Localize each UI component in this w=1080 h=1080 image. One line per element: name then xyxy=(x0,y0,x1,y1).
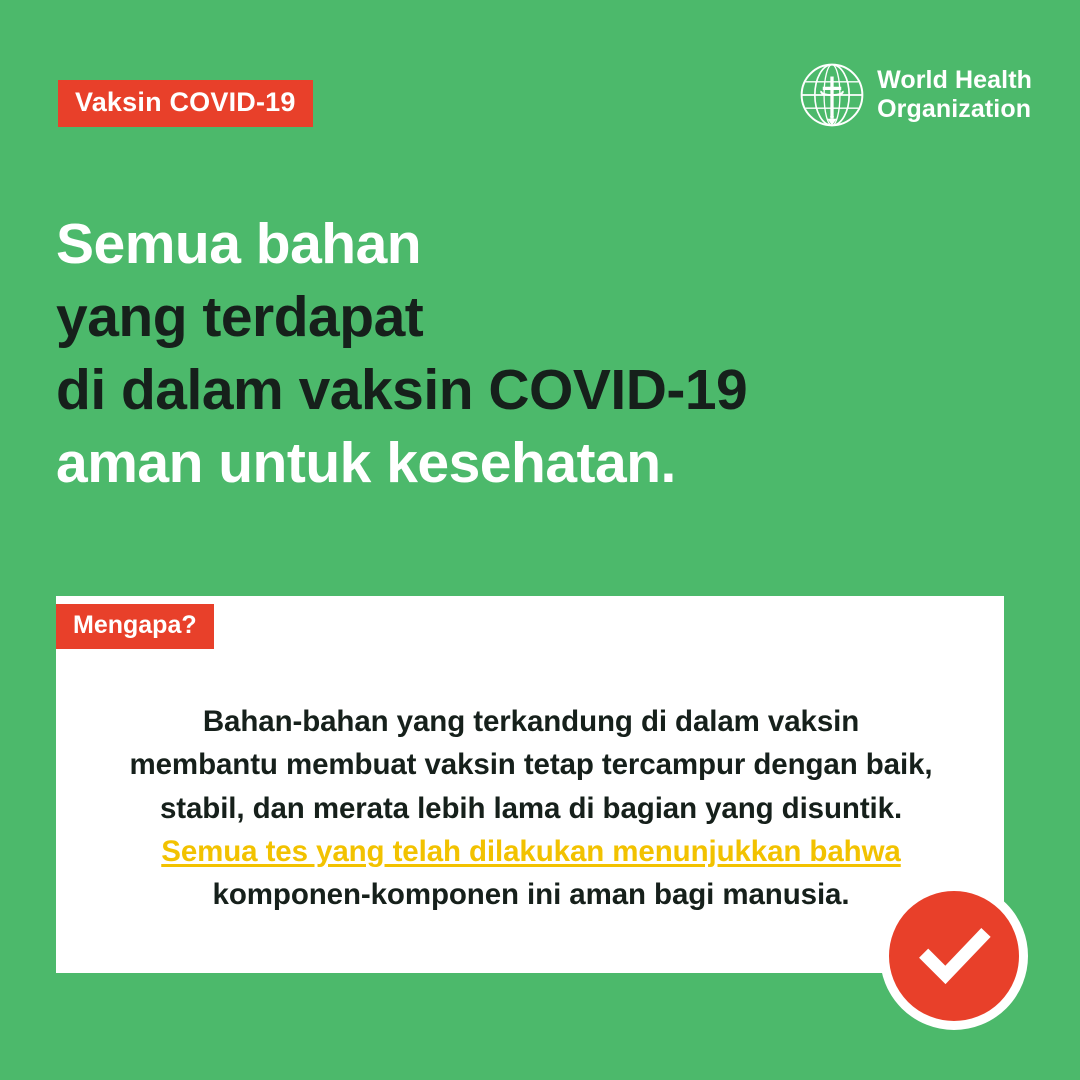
headline-line-4: aman untuk kesehatan. xyxy=(56,430,676,495)
check-badge xyxy=(880,882,1028,1030)
who-emblem-icon xyxy=(799,62,865,128)
card-paragraph xyxy=(86,700,976,917)
card-paragraph-line-1: Bahan-bahan yang terkandung di dalam vaksin xyxy=(202,705,860,738)
why-tag: Mengapa? xyxy=(56,604,214,649)
card-paragraph-line-4-highlighted: Semua tes yang telah dilakukan menunjukkan bahwa xyxy=(161,835,901,869)
who-logo-line2: Organization xyxy=(877,95,1032,123)
who-logo xyxy=(799,62,1032,128)
headline xyxy=(56,208,1006,500)
topic-tag: Vaksin COVID-19 xyxy=(58,80,313,127)
headline-line-3: di dalam vaksin COVID-19 xyxy=(56,357,748,422)
card-paragraph-line-2: membantu membuat vaksin tetap tercampur dengan baik, xyxy=(129,748,933,782)
card-paragraph-line-5: komponen-komponen ini aman bagi manusia. xyxy=(212,878,850,912)
card-paragraph-line-3: stabil, dan merata lebih lama di bagian yang disuntik. xyxy=(159,791,903,825)
headline-line-1: Semua bahan xyxy=(56,212,422,276)
headline-line-2: yang terdapat xyxy=(56,284,424,349)
who-logo-text xyxy=(877,66,1032,124)
who-logo-line1: World Health xyxy=(877,66,1032,94)
check-mark-icon xyxy=(911,913,997,999)
